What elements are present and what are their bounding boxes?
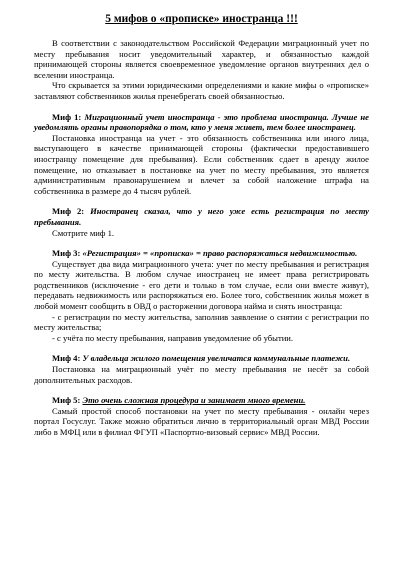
myth-body-paragraph: Существует два вида миграционного учета: учет по месту пребывания и регистрация по месту жительства. В любом случае иностранец не имеет права регистрировать родственников (исключение - его дети и только в том случае, если они вместе живут), передавать недвижимость или распоряжаться ею. Более того, собственник жилья может в любой момент сообщить в ОВД о расторжении договора найма и снять иностранца: (34, 258, 369, 312)
myth-3-section (34, 248, 369, 343)
myth-body-paragraph: Постановка иностранца на учет - это обязанность собственника или иного лица, выступающего в качестве принимающей стороны (фактически предоставившего иностранцу помещение для пребывания). Если собственник сдает в аренду жилое помещение, но отказывает в постановке на учет по месту пребывания, это является административным правонарушением и влечет за собой наложение штрафа на собственника в размере до 4 тысяч рублей. (34, 132, 369, 196)
myth-5-section (34, 395, 369, 437)
myth-label: Миф 4: (52, 353, 81, 364)
intro-paragraph: Что скрывается за этими юридическими определениями и какие мифы о «прописке» заставляют собственников жилья пренебрегать своей обязанностью. (34, 80, 369, 101)
myth-4-section (34, 353, 369, 385)
intro-section (34, 38, 369, 102)
document-title: 5 мифов о «прописке» иностранца !!! (105, 13, 298, 25)
myth-statement: Иностранец сказал, что у него уже есть регистрация по месту пребывания. (34, 206, 369, 227)
myth-statement: «Регистрация» = «прописка» = право распоряжаться недвижимостью. (82, 248, 358, 259)
myth-label: Миф 3: (52, 248, 81, 259)
myth-body-paragraph: Самый простой способ постановки на учет по месту пребывания - онлайн через портал Госуслуг. Также можно обратиться лично в территориальный орган МВД России либо в МФЦ или в филиал ФГУП «Паспортно-визовый сервис» МВД России. (34, 405, 369, 437)
myth-label: Миф 1: (52, 111, 82, 122)
myth-body-paragraph: Постановка на миграционный учёт по месту пребывания не несёт за собой дополнительных расходов. (34, 364, 369, 385)
myth-1-section (34, 112, 369, 197)
myth-heading (34, 112, 369, 133)
myth-2-section (34, 206, 369, 238)
myth-body-paragraph: - с регистрации по месту жительства, заполнив заявление о снятии с регистрации по месту жительства; (34, 311, 369, 333)
myth-label: Миф 5: (52, 395, 81, 406)
myth-heading (34, 395, 369, 406)
myth-statement: Миграционный учет иностранца - это проблема иностранца. Лучше не уведомлять органы правопорядка о том, кто у меня живет, тем более иностранец. (34, 111, 369, 133)
myth-body-paragraph: - с учёта по месту пребывания, направив уведомление об убытии. (52, 332, 294, 343)
intro-paragraph: В соответствии с законодательством Российской Федерации миграционный учет по месту пребывания носит уведомительный характер, и обязанностью каждой принимающей стороны является своевременное уведомление органов внутренних дел о вселении иностранца. (34, 38, 369, 80)
myth-heading (34, 206, 369, 227)
myth-label: Миф 2: (52, 206, 85, 217)
myth-body-paragraph: Смотрите миф 1. (52, 227, 115, 238)
myth-heading (34, 248, 369, 259)
myth-statement: Это очень сложная процедура и занимает много времени. (82, 395, 306, 406)
myth-statement: У владельца жилого помещения увеличатся коммунальные платежи. (82, 353, 351, 364)
myth-heading (34, 353, 369, 364)
